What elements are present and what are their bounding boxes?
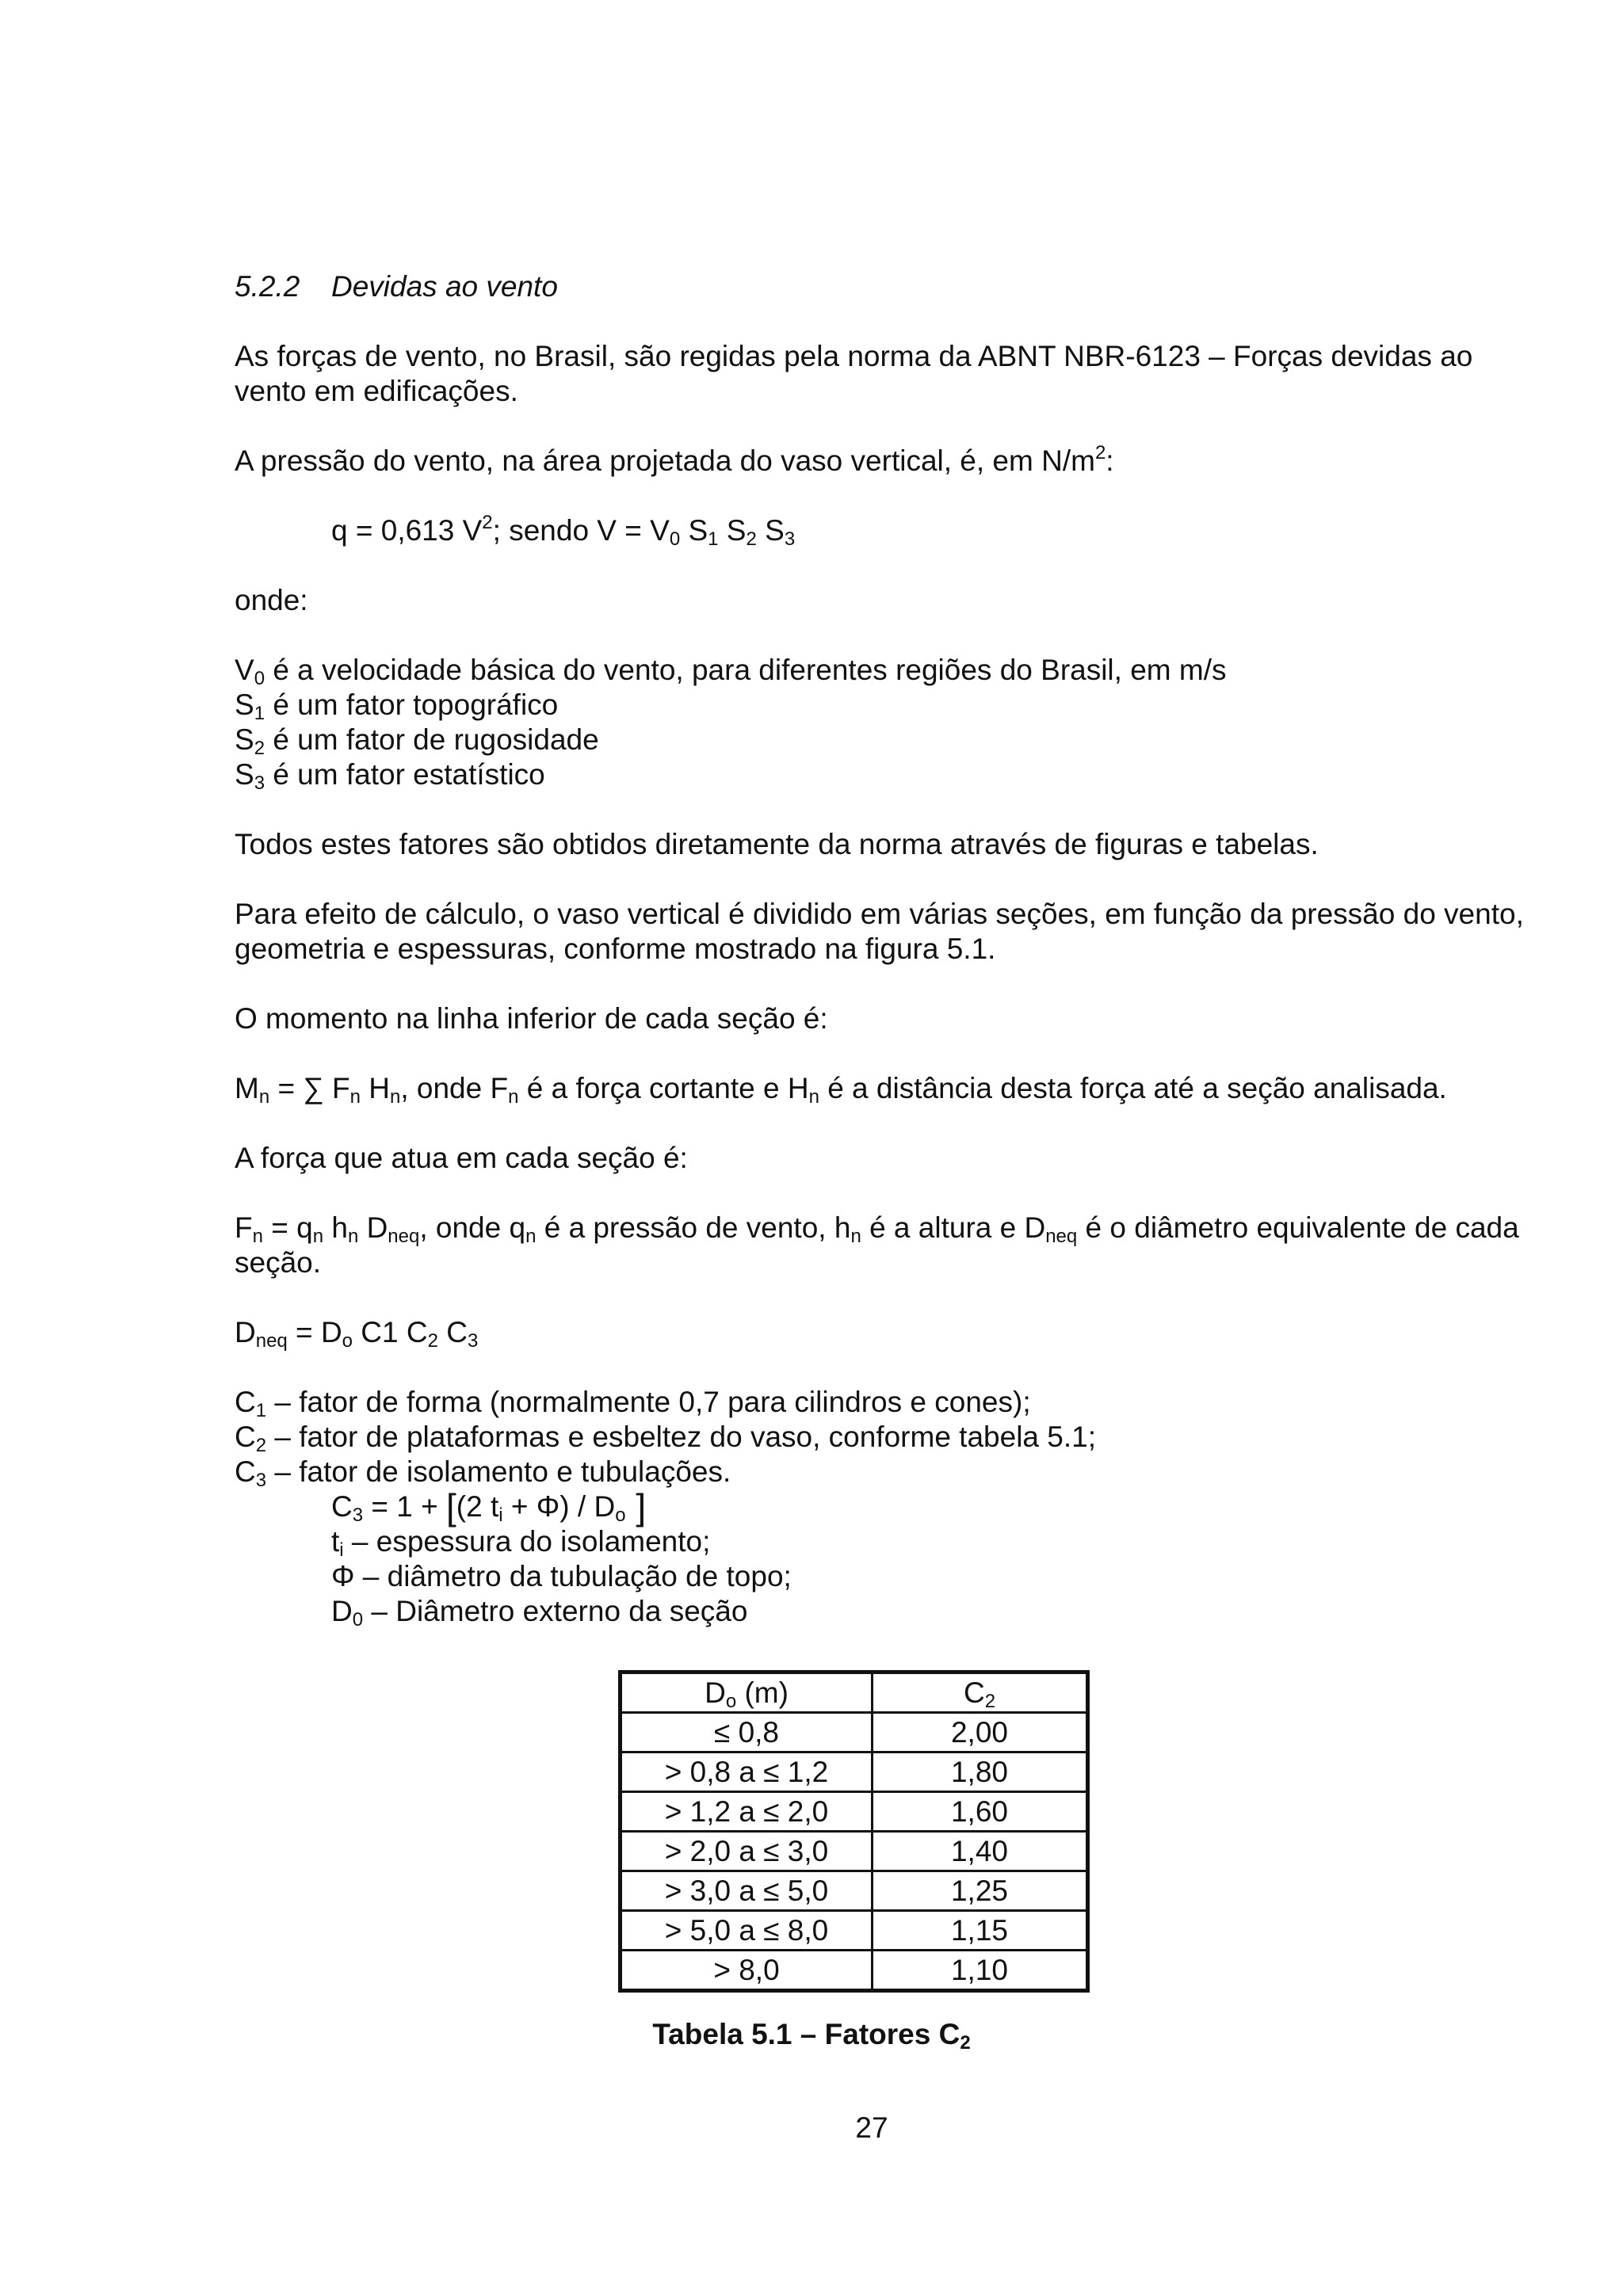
formula-c3: $C_3 = 1 + [(2$ $t_i + \Phi) / D_o$ ] (331, 1486, 647, 1527)
table-header-row (621, 1672, 1088, 1713)
definitions-list (235, 653, 1534, 792)
table-row (621, 1911, 1088, 1951)
cell-range: > 1,2 a ≤ 2,0 (621, 1792, 873, 1832)
paragraph-momento: O momento na linha inferior de cada seção é: (235, 1002, 828, 1035)
c3-block (235, 1486, 1534, 1630)
paragraph-secoes: Para efeito de cálculo, o vaso vertical é dividido em várias seções, em função da pressão do vento, geometria e espessuras, conforme mostrado na figura 5.1. (235, 898, 1524, 965)
cell-range: > 5,0 a ≤ 8,0 (621, 1911, 873, 1951)
factor-c1: $C_1$ – fator de forma (normalmente 0,7 para cilindros e cones); (235, 1386, 1031, 1421)
paragraph-pressao: A pressão do vento, na área projetada do vaso vertical, é, em $N/m^2$: (235, 442, 1114, 477)
page-number: 27 (855, 2111, 888, 2144)
formula-dneq: $D_{neq} = D_o$ C1 $C_2$ $C_3$ (235, 1316, 479, 1352)
formula-q: q = 0,613 $V^2$; sendo $V = V_0$ $S_1$ $S_2$ $S_3$ (331, 512, 796, 550)
table-row (621, 1753, 1088, 1792)
definition-s2: $S_2$ é um fator de rugosidade (235, 723, 599, 759)
onde-label: onde: (235, 584, 308, 616)
formula-forca: $F_n = q_n$ $h_n$ $D_{neq}$, onde $q_n$ é a pressão de vento, $h_n$ é a altura e $D_{neq}$ é o diâmetro equivalente de cada seção. (235, 1211, 1519, 1279)
paragraph-forca: A força que atua em cada seção é: (235, 1142, 688, 1174)
cell-c2: 1,80 (873, 1753, 1088, 1792)
document-body (235, 269, 1534, 1629)
cell-range: > 3,0 a ≤ 5,0 (621, 1871, 873, 1911)
table-c2-factors (618, 1670, 1090, 1993)
cell-c2: 1,10 (873, 1951, 1088, 1991)
cell-c2: 2,00 (873, 1713, 1088, 1753)
cell-range: > 0,8 a ≤ 1,2 (621, 1753, 873, 1792)
definition-s3: $S_3$ é um fator estatístico (235, 758, 545, 794)
cell-c2: 1,15 (873, 1911, 1088, 1951)
section-heading (235, 269, 1534, 304)
table-caption: Tabela 5.1 – Fatores $C_2$ (652, 2018, 971, 2054)
factor-c2: $C_2$ – fator de plataformas e esbeltez do vaso, conforme tabela 5.1; (235, 1421, 1096, 1456)
paragraph-norma: As forças de vento, no Brasil, são regidas pela norma da ABNT NBR-6123 – Forças devidas ao vento em edificações. (235, 340, 1473, 407)
c-factors-list (235, 1385, 1534, 1489)
table-row (621, 1792, 1088, 1832)
table-row (621, 1832, 1088, 1871)
cell-range: > 2,0 a ≤ 3,0 (621, 1832, 873, 1871)
c3-def-d0: $D_0$ – Diâmetro externo da seção (331, 1595, 748, 1630)
table-row (621, 1871, 1088, 1911)
header-do: $D_o$ (m) (621, 1672, 873, 1713)
table-row (621, 1951, 1088, 1991)
cell-range: > 8,0 (621, 1951, 873, 1991)
section-title: Devidas ao vento (331, 270, 558, 303)
definition-v0: $V_0$ é a velocidade básica do vento, para diferentes regiões do Brasil, em m/s (235, 654, 1227, 689)
header-c2: $C_2$ (873, 1672, 1088, 1713)
cell-c2: 1,25 (873, 1871, 1088, 1911)
factor-c3: $C_3$ – fator de isolamento e tubulações. (235, 1455, 731, 1491)
cell-range: ≤ 0,8 (621, 1713, 873, 1753)
definition-s1: $S_1$ é um fator topográfico (235, 688, 559, 724)
table-row (621, 1713, 1088, 1753)
cell-c2: 1,40 (873, 1832, 1088, 1871)
c3-def-ti: $t_i$ – espessura do isolamento; (331, 1525, 711, 1561)
formula-momento: $M_n$ = ∑ $F_n$ $H_n$, onde $F_n$ é a força cortante e $H_n$ é a distância desta força até a seção analisada. (235, 1072, 1447, 1108)
paragraph-fatores: Todos estes fatores são obtidos diretamente da norma através de figuras e tabelas. (235, 828, 1319, 860)
section-number: 5.2.2 (235, 270, 300, 303)
cell-c2: 1,60 (873, 1792, 1088, 1832)
c3-def-phi: Φ – diâmetro da tubulação de topo; (331, 1560, 792, 1592)
